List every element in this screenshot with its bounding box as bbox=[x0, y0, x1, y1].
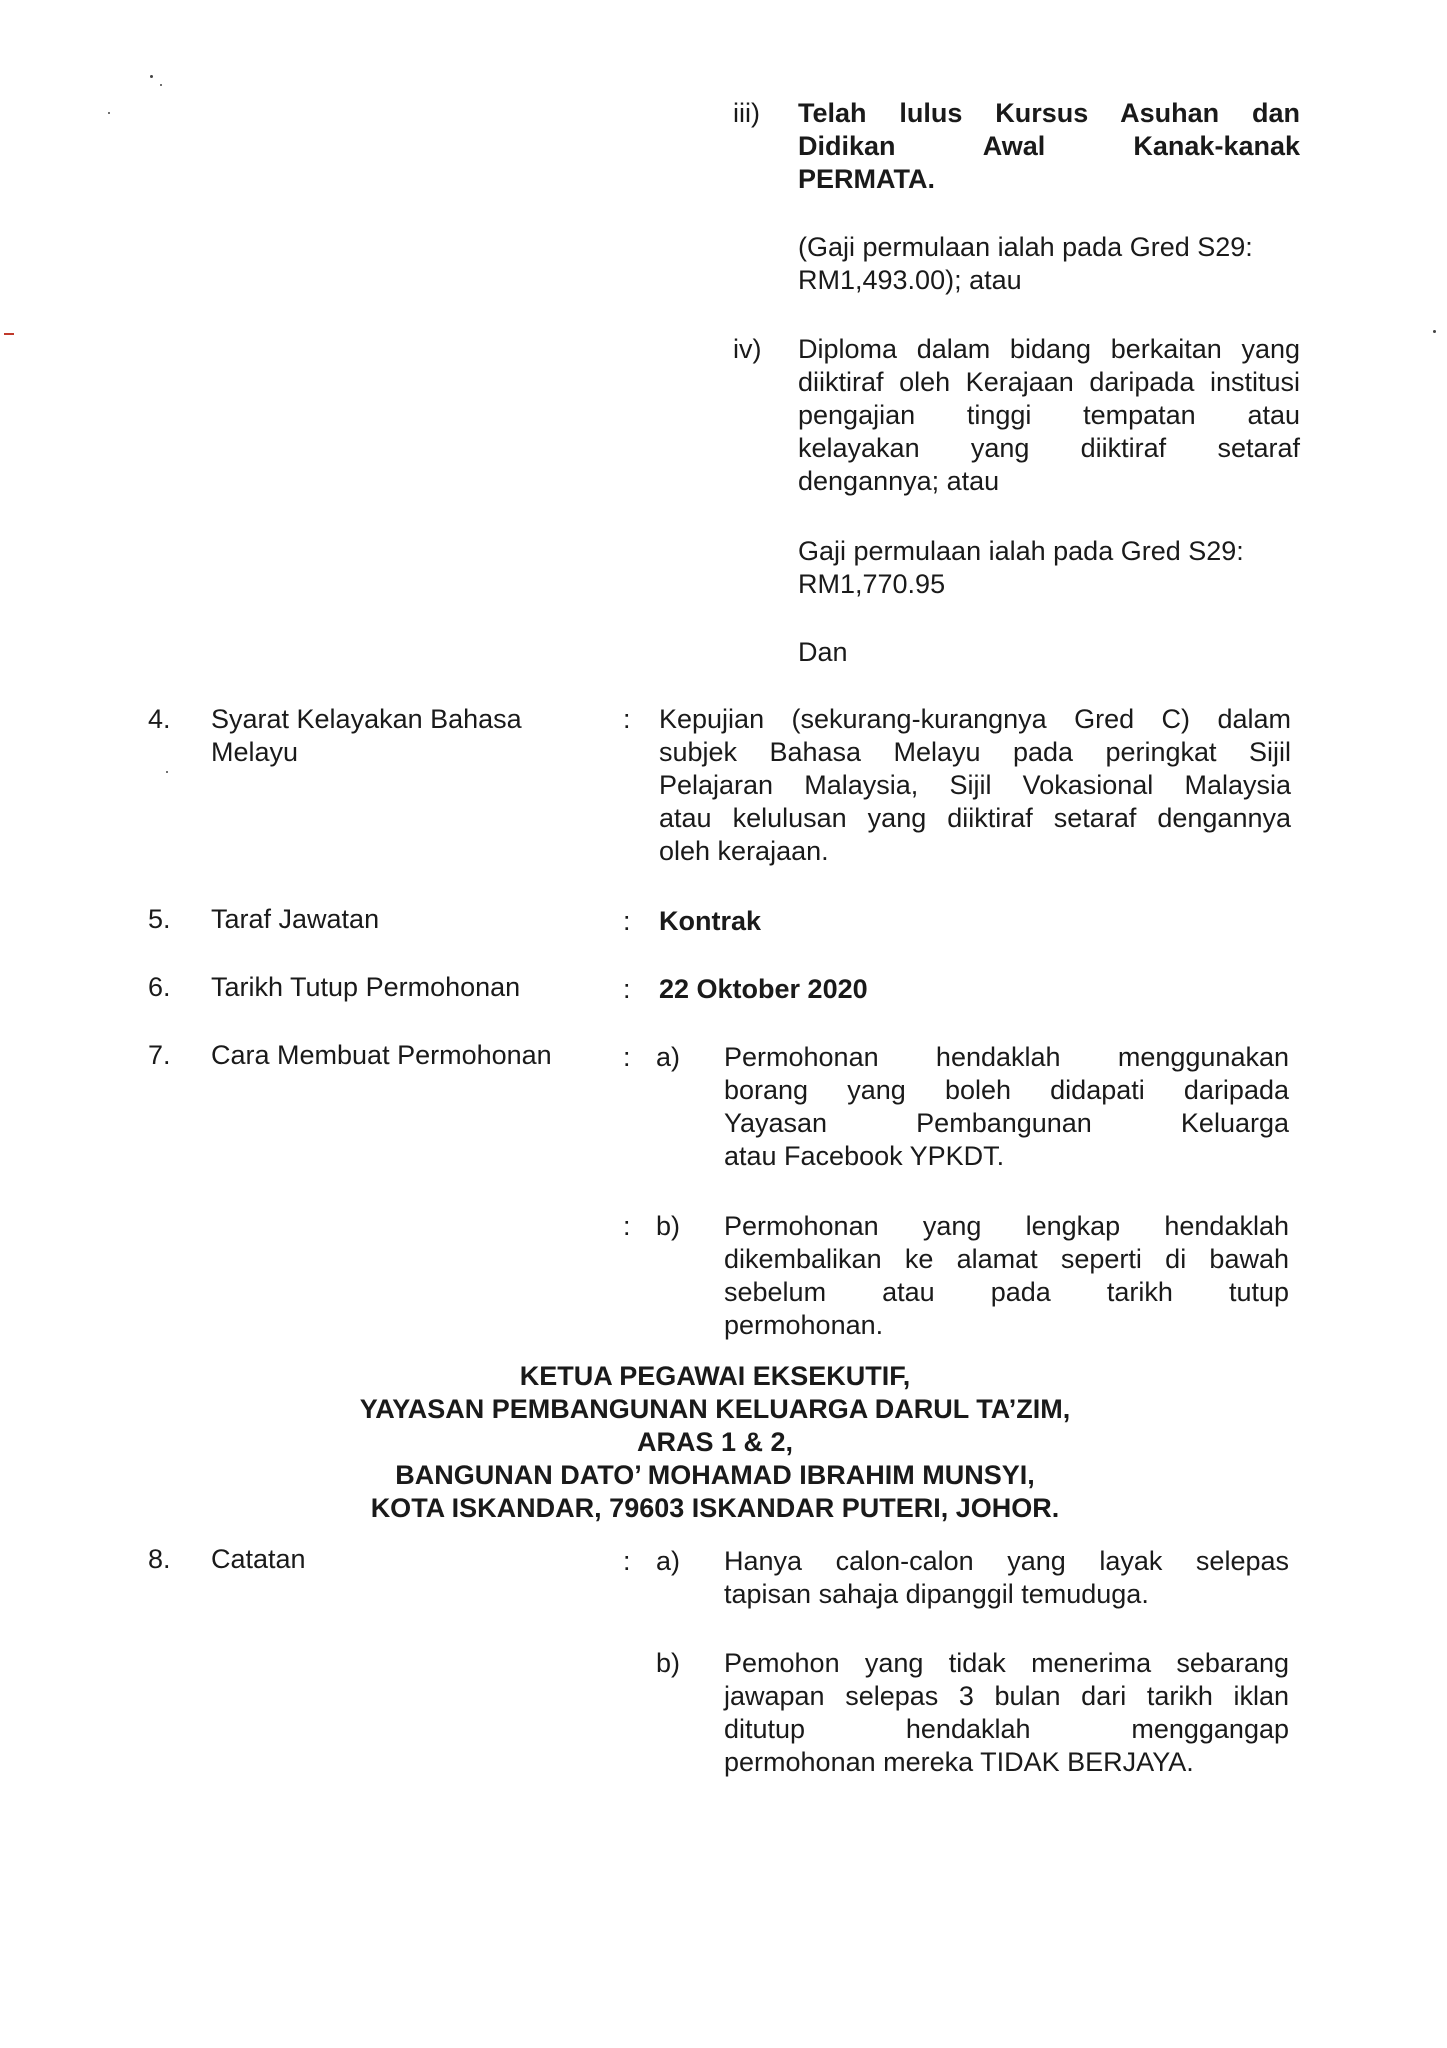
item-8b-text-line1: Pemohon yang tidak menerima sebarang bbox=[724, 1648, 1289, 1678]
item-5-value: Kontrak bbox=[659, 906, 762, 936]
item-7a-letter: a) bbox=[656, 1042, 681, 1072]
item-iii-salary-line1: (Gaji permulaan ialah pada Gred S29: bbox=[798, 232, 1253, 262]
item-8-number: 8. bbox=[148, 1544, 171, 1574]
item-7b-text-line3: sebelum atau pada tarikh tutup bbox=[724, 1277, 1289, 1307]
scan-speck bbox=[108, 112, 110, 114]
item-7a-text-line1: Permohonan hendaklah menggunakan bbox=[724, 1042, 1289, 1072]
item-4-colon: : bbox=[623, 704, 631, 734]
item-iii-text-line1: Telah lulus Kursus Asuhan dan bbox=[798, 98, 1300, 128]
item-4-label-line1: Syarat Kelayakan Bahasa bbox=[211, 704, 522, 734]
item-7-number: 7. bbox=[148, 1040, 171, 1070]
item-iii-text-line2: Didikan Awal Kanak-kanak bbox=[798, 131, 1300, 161]
item-6-number: 6. bbox=[148, 972, 171, 1002]
address-line4: BANGUNAN DATO’ MOHAMAD IBRAHIM MUNSYI, bbox=[395, 1460, 1035, 1490]
conjunction-dan: Dan bbox=[798, 637, 848, 667]
item-7b-text-line4: permohonan. bbox=[724, 1310, 884, 1340]
item-8a-letter: a) bbox=[656, 1546, 681, 1576]
item-4-text-line5: oleh kerajaan. bbox=[659, 836, 829, 866]
item-iv-text-line3: pengajian tinggi tempatan atau bbox=[798, 400, 1300, 430]
item-7a-text-line4: atau Facebook YPKDT. bbox=[724, 1141, 1005, 1171]
item-8a-colon: : bbox=[623, 1546, 631, 1576]
margin-mark bbox=[4, 333, 14, 335]
item-iii-text-line3: PERMATA. bbox=[798, 164, 935, 194]
item-5-colon: : bbox=[623, 906, 631, 936]
item-8a-text-line1: Hanya calon-calon yang layak selepas bbox=[724, 1546, 1289, 1576]
item-4-text-line1: Kepujian (sekurang-kurangnya Gred C) dalam bbox=[659, 704, 1291, 734]
item-8b-letter: b) bbox=[656, 1648, 681, 1678]
item-6-label: Tarikh Tutup Permohonan bbox=[211, 972, 521, 1002]
item-4-text-line3: Pelajaran Malaysia, Sijil Vokasional Malaysia bbox=[659, 770, 1291, 800]
item-7a-colon: : bbox=[623, 1042, 631, 1072]
item-7b-letter: b) bbox=[656, 1211, 681, 1241]
item-4-label-line2: Melayu bbox=[211, 737, 299, 767]
item-5-label: Taraf Jawatan bbox=[211, 904, 380, 934]
item-8b-text-line3: ditutup hendaklah menggangap bbox=[724, 1714, 1289, 1744]
item-8b-text-line4: permohonan mereka TIDAK BERJAYA. bbox=[724, 1747, 1194, 1777]
item-7a-text-line2: borang yang boleh didapati daripada bbox=[724, 1075, 1289, 1105]
item-iv-text-line1: Diploma dalam bidang berkaitan yang bbox=[798, 334, 1300, 364]
item-iv-text-line2: diiktiraf oleh Kerajaan daripada institusi bbox=[798, 367, 1300, 397]
item-7b-text-line2: dikembalikan ke alamat seperti di bawah bbox=[724, 1244, 1289, 1274]
scan-speck bbox=[166, 771, 168, 773]
item-iv-salary-line1: Gaji permulaan ialah pada Gred S29: bbox=[798, 536, 1244, 566]
item-8a-text-line2: tapisan sahaja dipanggil temuduga. bbox=[724, 1579, 1149, 1609]
item-8b-text-line2: jawapan selepas 3 bulan dari tarikh iklan bbox=[724, 1681, 1289, 1711]
item-7-label: Cara Membuat Permohonan bbox=[211, 1040, 552, 1070]
scan-speck bbox=[160, 84, 162, 86]
item-iv-number: iv) bbox=[733, 334, 762, 364]
item-4-text-line2: subjek Bahasa Melayu pada peringkat Sijil bbox=[659, 737, 1291, 767]
item-7b-text-line1: Permohonan yang lengkap hendaklah bbox=[724, 1211, 1289, 1241]
item-5-number: 5. bbox=[148, 904, 171, 934]
item-8-label: Catatan bbox=[211, 1544, 306, 1574]
address-line1: KETUA PEGAWAI EKSEKUTIF, bbox=[519, 1361, 911, 1391]
item-7a-text-line3: Yayasan Pembangunan Keluarga bbox=[724, 1108, 1289, 1138]
scan-speck bbox=[150, 75, 153, 78]
item-7b-colon: : bbox=[623, 1211, 631, 1241]
item-iv-text-line5: dengannya; atau bbox=[798, 466, 1000, 496]
item-iii-number: iii) bbox=[733, 98, 760, 128]
item-4-text-line4: atau kelulusan yang diiktiraf setaraf dengannya bbox=[659, 803, 1291, 833]
address-line5: KOTA ISKANDAR, 79603 ISKANDAR PUTERI, JOHOR. bbox=[370, 1493, 1060, 1523]
item-6-value: 22 Oktober 2020 bbox=[659, 974, 868, 1004]
item-4-number: 4. bbox=[148, 704, 171, 734]
item-iv-text-line4: kelayakan yang diiktiraf setaraf bbox=[798, 433, 1300, 463]
scan-speck bbox=[1433, 330, 1436, 333]
address-line3: ARAS 1 & 2, bbox=[636, 1427, 794, 1457]
item-iii-salary-line2: RM1,493.00); atau bbox=[798, 265, 1022, 295]
address-line2: YAYASAN PEMBANGUNAN KELUARGA DARUL TA’ZIM, bbox=[359, 1394, 1071, 1424]
item-iv-salary-line2: RM1,770.95 bbox=[798, 569, 946, 599]
item-6-colon: : bbox=[623, 974, 631, 1004]
